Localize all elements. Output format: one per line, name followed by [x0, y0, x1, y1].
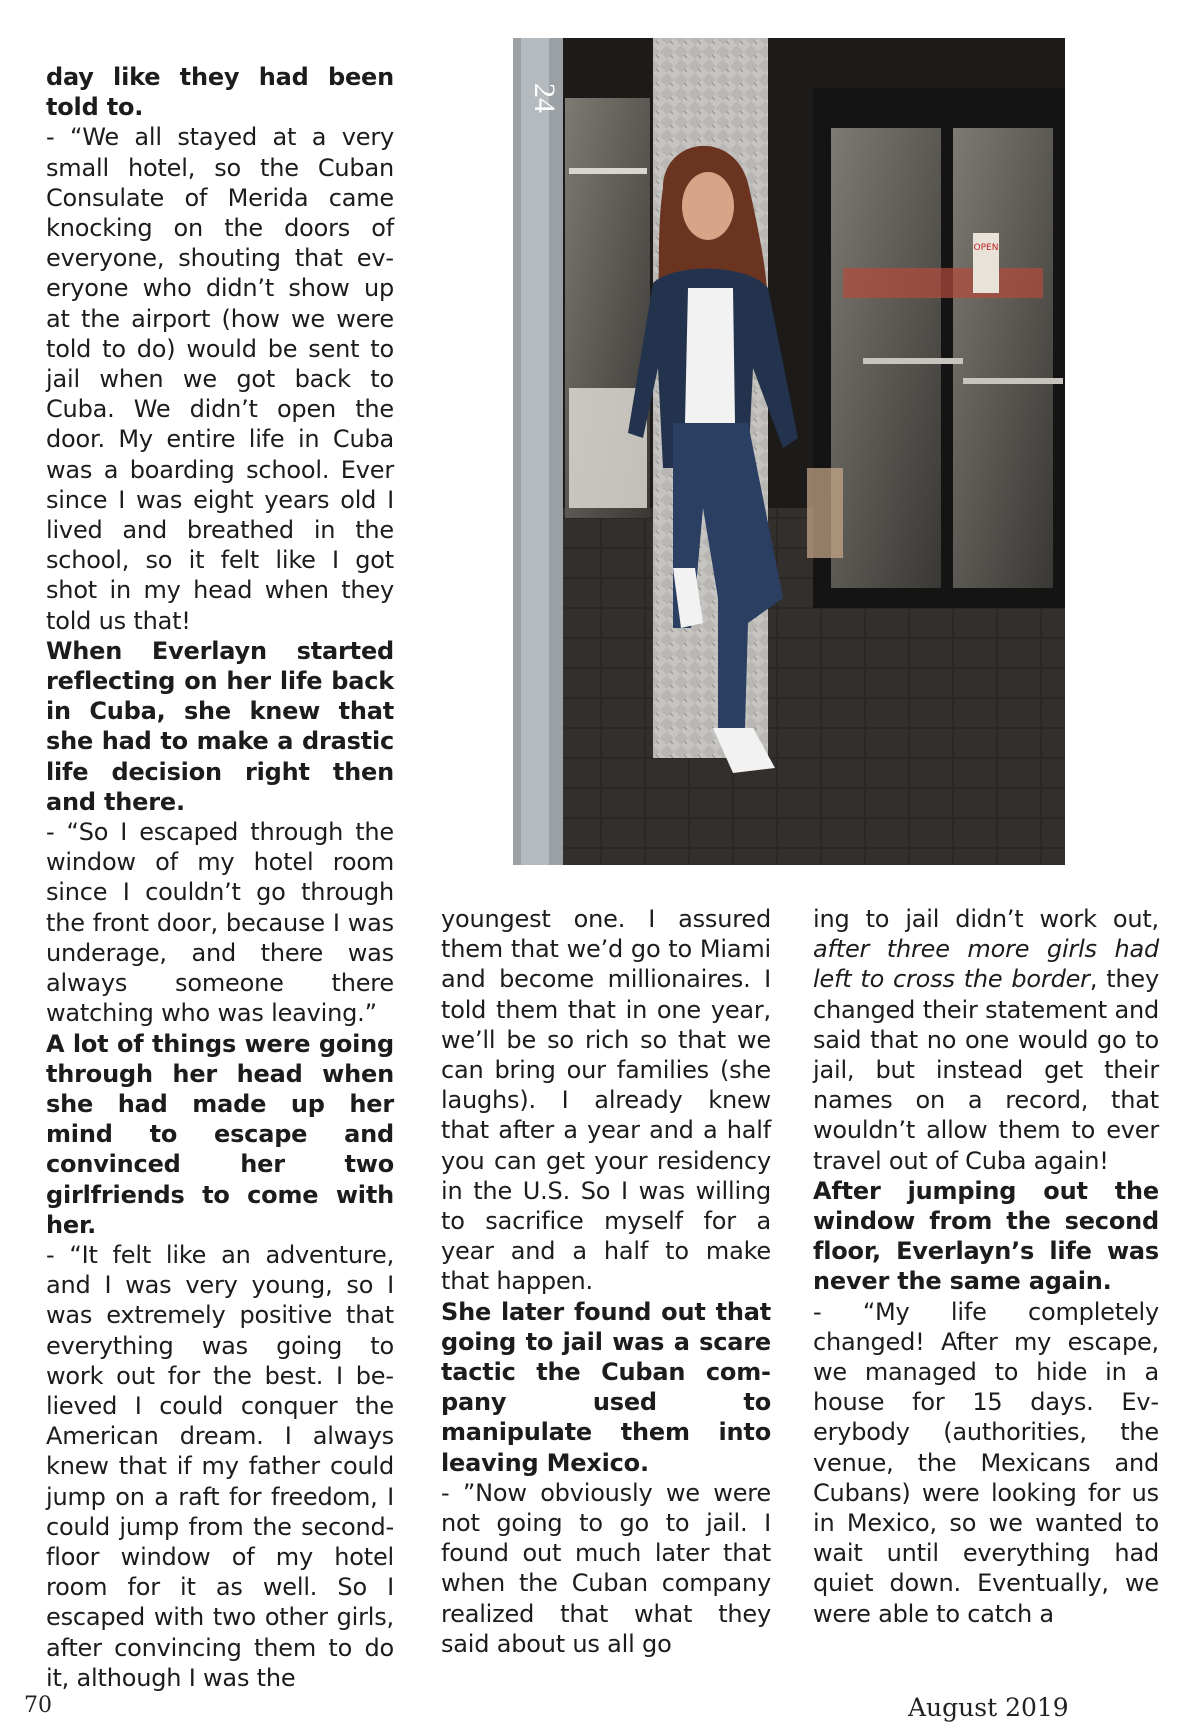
article-column-3 — [813, 904, 1159, 1629]
quote-paragraph: - “My life completely changed! After my escape, we managed to hide in a house for 15 days. Everybody (authorities, the venue, the Mexicans and Cubans) were looking for us in Mexico, so we wanted to wait until everything had quiet down. Eventually, we were able to catch a — [813, 1297, 1159, 1628]
open-sign — [973, 233, 999, 293]
quote-paragraph — [813, 904, 1159, 1176]
article-column-2 — [441, 904, 771, 1659]
paragraph: day like they had been told to. — [46, 63, 394, 122]
italic-emphasis: after three more girls had left to cross the border — [813, 935, 1159, 994]
narration-paragraph: After jumping out the window from the second floor, Everlayn’s life was never the same again. — [813, 1176, 1159, 1296]
quote-paragraph: - ”Now obviously we were not going to go to jail. I found out much later that when the Cuban company realized that what they said about us all go — [441, 1478, 771, 1658]
issue-date: August 2019 — [908, 1693, 1069, 1722]
portrait-photo — [513, 38, 1065, 865]
article-column-1 — [46, 62, 394, 1693]
narration-paragraph: She later found out that going to jail was a scare tactic the Cuban company used to manipulate them into leaving Mexico. — [441, 1297, 771, 1477]
text-run: ing to jail didn’t work out, — [813, 905, 1159, 933]
text-run: , they changed their statement and said that no one would go to jail, but instead get their names on a record, that wouldn’t allow them to ever travel out of Cuba again! — [813, 965, 1159, 1175]
open-sign-text: OPEN — [973, 243, 999, 253]
quote-paragraph: - “It felt like an adventure, and I was very young, so I was extremely positive that everything was going to work out for the best. I believed I could conquer the American dream. I always knew that if my father could jump on a raft for freedom, I could jump from the second-floor window of my hotel room for it as well. So I escaped with two other girls, after convincing them to do it, although I was the — [46, 1240, 394, 1692]
narration-paragraph: When Everlayn started reflecting on her life back in Cuba, she knew that she had to make a drastic life decision right then and there. — [46, 636, 394, 816]
quote-paragraph: - “So I escaped through the window of my hotel room since I couldn’t go through the front door, because I was underage, and there was always someone there watching who was leaving.” — [46, 818, 394, 1028]
glass-door — [953, 128, 1053, 588]
narration-paragraph: A lot of things were going through her head when she had made up her mind to escape and convinced her two girlfriends to come with her. — [46, 1029, 394, 1239]
storefront-number: 24 — [528, 83, 561, 113]
page-number: 70 — [24, 1693, 52, 1718]
quote-paragraph: - “We all stayed at a very small hotel, so the Cuban Consulate of Merida came knocking on the doors of everyone, shouting that everyone who didn’t show up at the airport (how we were told to do) would be sent to jail when we got back to Cuba. We didn’t open the door. My entire life in Cuba was a boarding school. Ever since I was eight years old I lived and breathed in the school, so it felt like I got shot in my head when they told us that! — [46, 123, 394, 635]
quote-paragraph: youngest one. I assured them that we’d go to Miami and become millionaires. I told them that in one year, we’ll be so rich so that we can bring our families (she laughs). I already knew that after a year and a half you can get your residency in the U.S. So I was willing to sacrifice myself for a year and a half to make that happen. — [441, 905, 771, 1296]
